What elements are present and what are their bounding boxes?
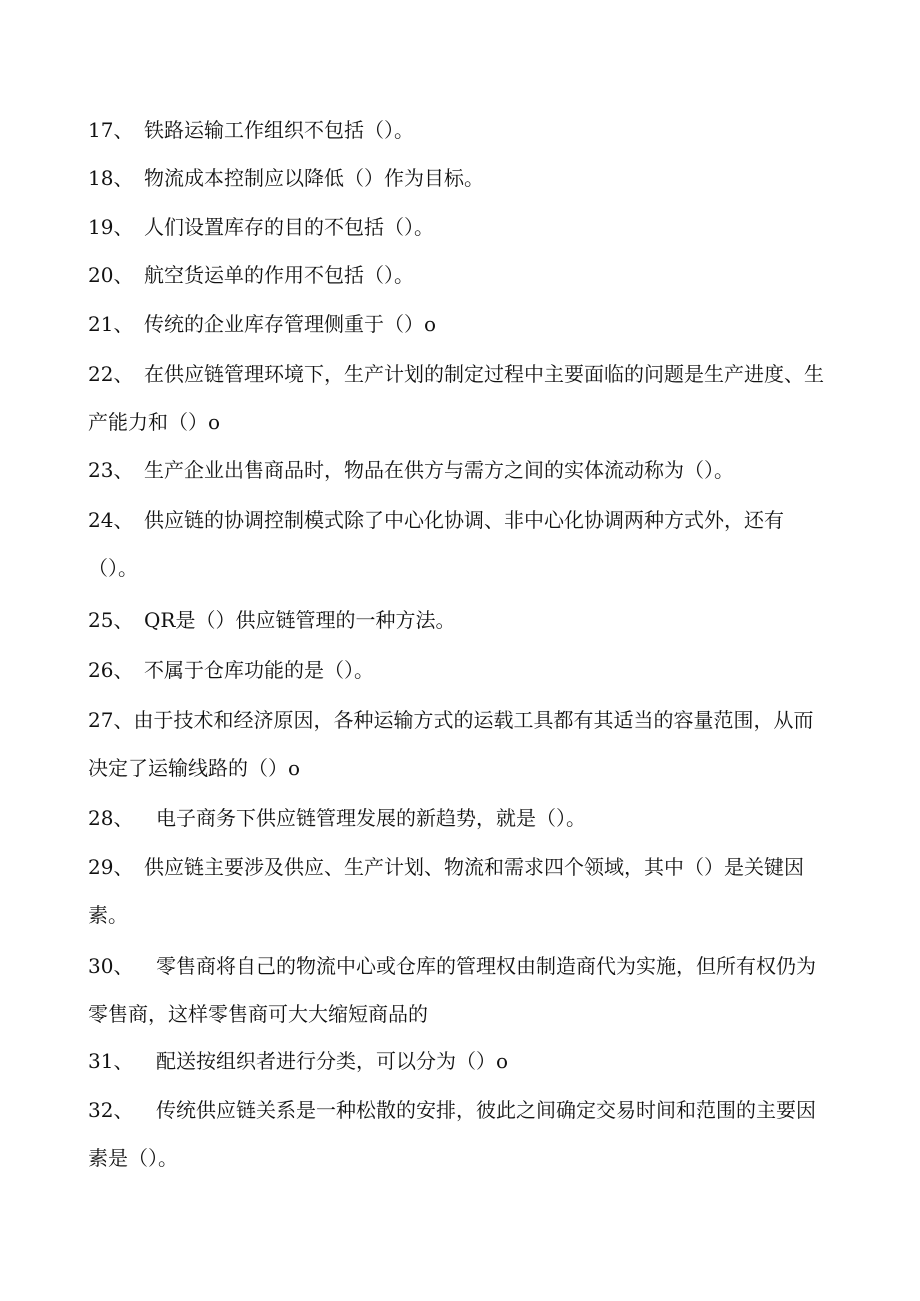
question-text: 由于技术和经济原因，各种运输方式的运载工具都有其适当的容量范围，从而决定了运输线路的（）o — [88, 708, 814, 780]
question-text: 供应链主要涉及供应、生产计划、物流和需求四个领域，其中（）是关键因素。 — [88, 855, 804, 927]
question-number: 22、 — [88, 362, 134, 386]
question-number: 17、 — [88, 118, 134, 142]
question-text: 传统的企业库存管理侧重于（）o — [144, 312, 437, 336]
question-28 — [88, 794, 828, 842]
question-number: 28、 — [88, 806, 134, 830]
question-number: 29、 — [88, 855, 134, 879]
question-30 — [88, 942, 828, 1038]
question-text: 航空货运单的作用不包括（）。 — [144, 263, 414, 287]
question-27 — [88, 696, 828, 792]
question-17 — [88, 106, 828, 154]
question-text: 物流成本控制应以降低（）作为目标。 — [144, 166, 484, 190]
question-text: 零售商将自己的物流中心或仓库的管理权由制造商代为实施，但所有权仍为零售商，这样零售商可大大缩短商品的 — [88, 954, 816, 1026]
question-24 — [88, 496, 828, 592]
question-number: 21、 — [88, 312, 134, 336]
question-text: 传统供应链关系是一种松散的安排，彼此之间确定交易时间和范围的主要因素是（）。 — [88, 1098, 816, 1170]
question-number: 23、 — [88, 458, 134, 482]
question-25 — [88, 596, 828, 644]
question-number: 30、 — [88, 954, 134, 978]
question-26 — [88, 646, 828, 694]
question-19 — [88, 203, 828, 251]
question-text: 铁路运输工作组织不包括（）。 — [144, 118, 414, 142]
question-text: 生产企业出售商品时，物品在供方与需方之间的实体流动称为（）。 — [144, 458, 734, 482]
question-number: 20、 — [88, 263, 134, 287]
question-text: 供应链的协调控制模式除了中心化协调、非中心化协调两种方式外，还有（）。 — [88, 508, 784, 580]
question-23 — [88, 446, 828, 494]
question-text: 不属于仓库功能的是（）。 — [144, 658, 374, 682]
question-text: 在供应链管理环境下，生产计划的制定过程中主要面临的问题是生产进度、生产能力和（）o — [88, 362, 824, 434]
question-number: 32、 — [88, 1098, 134, 1122]
question-text: 人们设置库存的目的不包括（）。 — [144, 215, 434, 239]
question-text: 配送按组织者进行分类，可以分为（）o — [156, 1049, 509, 1073]
question-21 — [88, 300, 828, 348]
question-18 — [88, 154, 828, 202]
question-number: 31、 — [88, 1049, 134, 1073]
question-32 — [88, 1086, 828, 1182]
question-20 — [88, 251, 828, 299]
question-number: 25、 — [88, 608, 134, 632]
question-29 — [88, 843, 828, 939]
question-number: 27、 — [88, 708, 134, 732]
question-text: 电子商务下供应链管理发展的新趋势，就是（）。 — [156, 806, 586, 830]
question-number: 24、 — [88, 508, 134, 532]
question-text: QR是（）供应链管理的一种方法。 — [144, 608, 456, 632]
question-number: 18、 — [88, 166, 134, 190]
question-number: 19、 — [88, 215, 134, 239]
question-number: 26、 — [88, 658, 134, 682]
question-22 — [88, 350, 828, 446]
question-31 — [88, 1037, 828, 1085]
